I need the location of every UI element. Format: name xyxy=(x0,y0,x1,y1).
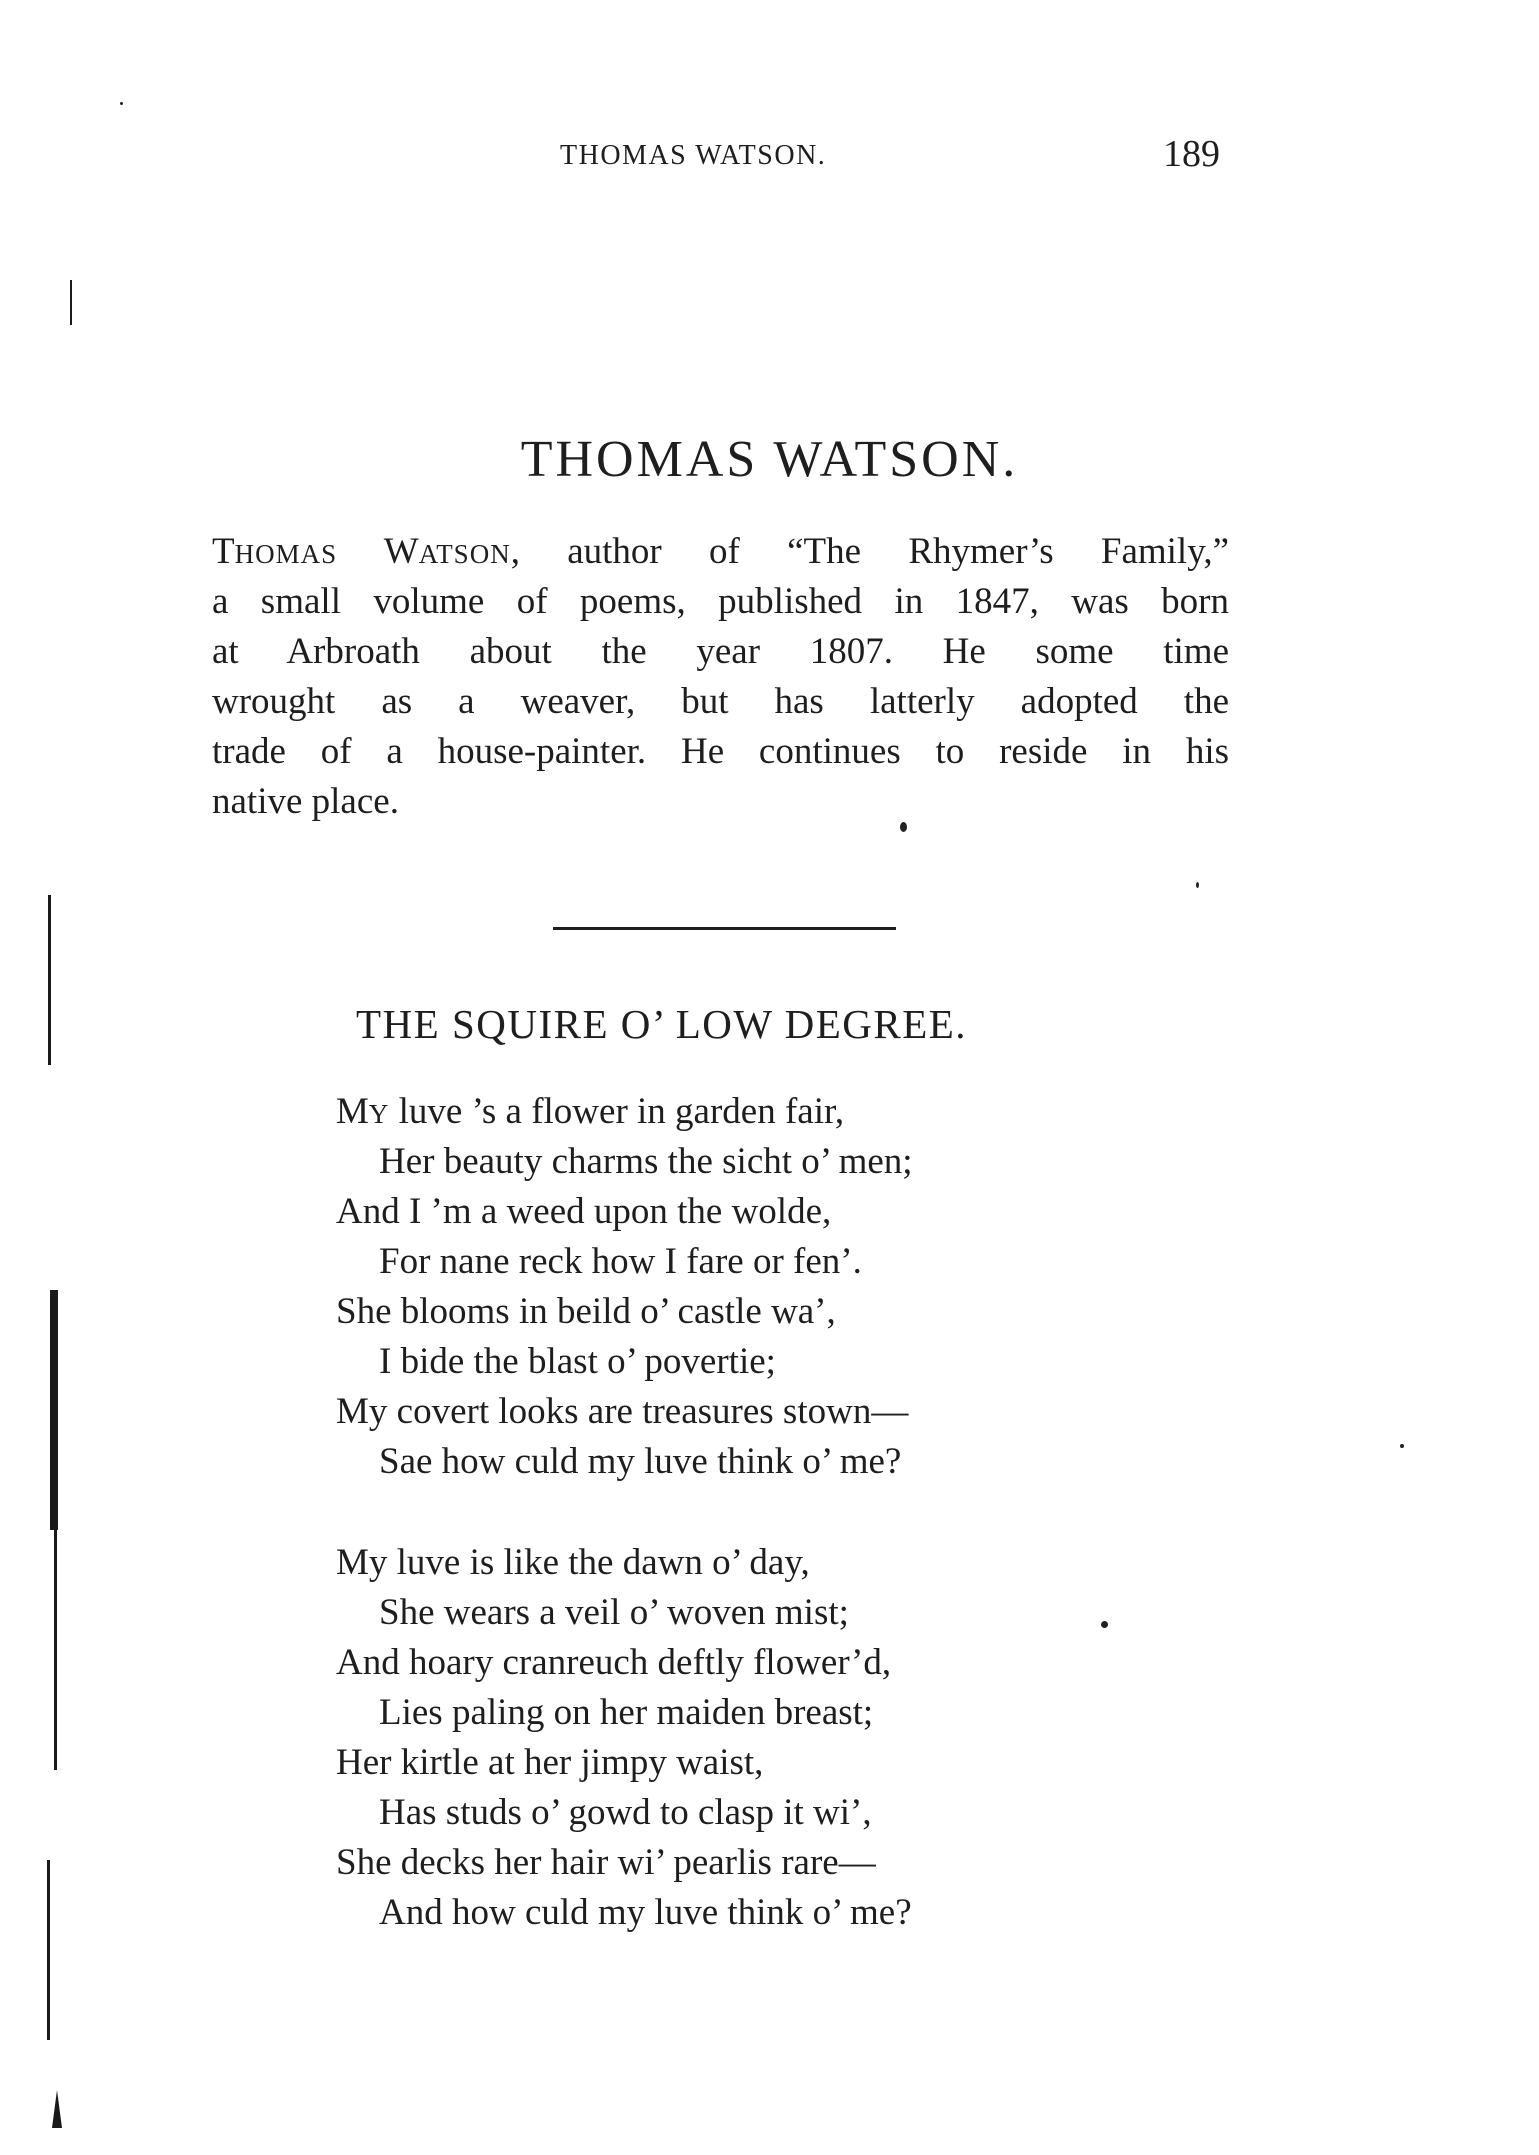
verse-line: And I ’m a weed upon the wolde, xyxy=(336,1191,832,1232)
section-divider xyxy=(553,927,896,930)
binding-mark xyxy=(54,1530,57,1770)
verse-line: She blooms in beild o’ castle wa’, xyxy=(336,1291,836,1332)
intro-paragraph xyxy=(212,527,1229,827)
verse-line: Has studs o’ gowd to clasp it wi’, xyxy=(379,1792,872,1833)
article-title: THOMAS WATSON. xyxy=(520,431,1019,488)
binding-mark xyxy=(70,280,72,325)
binding-mark xyxy=(47,1860,50,2040)
ink-speck xyxy=(900,822,907,832)
verse-line: Her kirtle at her jimpy waist, xyxy=(336,1742,764,1783)
intro-line-1: THOMAS WATSON, author of “The Rhymer’s Family,” xyxy=(212,531,1229,572)
verse-line: My covert looks are treasures stown— xyxy=(336,1391,909,1432)
verse-line: Sae how culd my luve think o’ me? xyxy=(379,1441,902,1482)
verse-line: MY luve ’s a flower in garden fair, xyxy=(336,1091,845,1132)
ink-speck xyxy=(1101,1621,1108,1628)
binding-mark xyxy=(50,1290,58,1530)
ink-speck xyxy=(1196,882,1199,888)
binding-mark xyxy=(48,895,51,1065)
binding-mark xyxy=(52,2090,62,2128)
ink-speck xyxy=(1400,1444,1404,1448)
poem-title: THE SQUIRE O’ LOW DEGREE. xyxy=(356,1001,968,1047)
intro-line-4: wrought as a weaver, but has latterly adopted the xyxy=(212,681,1229,722)
intro-line-5: trade of a house-painter. He continues to reside in his xyxy=(212,731,1229,772)
intro-line-2: a small volume of poems, published in 1847, was born xyxy=(212,581,1229,622)
verse-line: Her beauty charms the sicht o’ men; xyxy=(379,1141,913,1182)
page-number: 189 xyxy=(1163,133,1220,175)
verse-line: I bide the blast o’ povertie; xyxy=(379,1341,776,1382)
intro-line-3: at Arbroath about the year 1807. He some time xyxy=(212,631,1229,672)
verse-line: And how culd my luve think o’ me? xyxy=(379,1892,912,1933)
ink-speck xyxy=(120,102,123,105)
poem-stanza-1 xyxy=(336,1087,913,1487)
intro-line-6: native place. xyxy=(212,781,399,822)
verse-line: For nane reck how I fare or fen’. xyxy=(379,1241,862,1282)
verse-line: My luve is like the dawn o’ day, xyxy=(336,1542,810,1583)
running-head: THOMAS WATSON. xyxy=(560,140,827,171)
verse-line: Lies paling on her maiden breast; xyxy=(379,1692,874,1733)
poem-stanza-2 xyxy=(336,1538,912,1938)
verse-line: She decks her hair wi’ pearlis rare— xyxy=(336,1842,876,1883)
verse-line: And hoary cranreuch deftly flower’d, xyxy=(336,1642,892,1683)
verse-line: She wears a veil o’ woven mist; xyxy=(379,1592,849,1633)
